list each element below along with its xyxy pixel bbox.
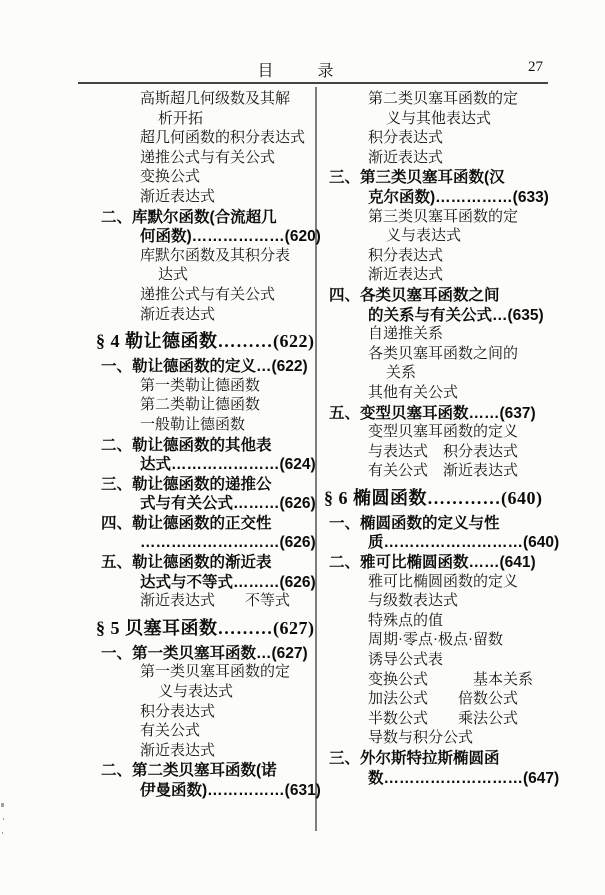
toc-line: 变型贝塞耳函数的定义: [368, 424, 519, 441]
toc-line: 达式: [158, 267, 189, 284]
toc-line: 半数公式 乘法公式: [368, 710, 519, 727]
toc-line: 有关公式: [140, 723, 201, 740]
toc-line: 诱导公式表: [368, 652, 444, 669]
toc-line: § 5 贝塞耳函数………(627): [96, 617, 315, 638]
toc-line: 第二类勒让德函数: [140, 397, 261, 414]
toc-line: 渐近表达式 不等式: [140, 593, 291, 610]
toc-line: 义与表达式: [158, 684, 234, 701]
toc-line: 四、各类贝塞耳函数之间: [329, 286, 500, 304]
toc-line: 义与其他表达式: [386, 110, 492, 127]
toc-line: 一、第一类贝塞耳函数…(627): [101, 644, 308, 662]
toc-line: 一、椭圆函数的定义与性: [329, 514, 500, 532]
toc-line: 式与有关公式………(626): [140, 495, 316, 513]
toc-line: 导数与积分公式: [368, 730, 474, 747]
toc-line: 其他有关公式: [368, 384, 459, 401]
toc-line: 库默尔函数及其积分表: [140, 247, 291, 264]
toc-line: 二、勒让德函数的其他表: [101, 436, 272, 454]
toc-line: 与表达式 积分表达式: [368, 443, 519, 460]
toc-left-column: [96, 90, 321, 801]
toc-line: 二、第二类贝塞耳函数(诺: [101, 762, 277, 780]
toc-line: 递推公式与有关公式: [140, 149, 276, 166]
toc-line: 三、第三类贝塞耳函数(汉: [329, 169, 505, 187]
toc-line: 析开拓: [158, 110, 204, 127]
toc-line: 伊曼函数)……………(631): [140, 782, 321, 799]
toc-line: 积分表达式: [368, 130, 444, 147]
toc-line: 自递推关系: [368, 326, 444, 343]
toc-line: 一、勒让德函数的定义…(622): [101, 358, 308, 376]
toc-line: 质………………………(640): [368, 534, 560, 552]
toc-line: 周期·零点·极点·留数: [368, 632, 503, 649]
toc-line: 达式…………………(624): [140, 456, 316, 474]
toc-line: 五、变型贝塞耳函数……(637): [329, 404, 536, 422]
toc-line: 关系: [386, 365, 417, 382]
toc-line: 渐近表达式: [140, 306, 216, 323]
toc-line: 义与表达式: [386, 228, 462, 245]
toc-line: 变换公式 基本关系: [368, 671, 534, 688]
toc-line: § 6 椭圆函数…………(640): [324, 487, 543, 508]
toc-line: 递推公式与有关公式: [140, 286, 276, 303]
toc-line: 各类贝塞耳函数之间的: [368, 345, 519, 362]
header-rule: [78, 82, 548, 84]
print-artifact: [1, 803, 4, 807]
toc-line: 克尔函数)……………(633): [368, 188, 549, 206]
toc-line: 渐近表达式: [368, 149, 444, 166]
toc-line: 第二类贝塞耳函数的定: [368, 91, 519, 107]
page-number: 27: [528, 59, 543, 75]
toc-line: 雅可比椭圆函数的定义: [368, 573, 519, 590]
toc-line: 变换公式: [140, 169, 201, 186]
toc-line: 四、勒让德函数的正交性: [101, 514, 272, 532]
toc-line: 渐近表达式: [140, 188, 216, 205]
toc-line: 第一类勒让德函数: [140, 377, 261, 394]
page-title: 目 录: [257, 63, 348, 80]
toc-right-column: [324, 90, 560, 788]
toc-line: 二、库默尔函数(合流超几: [101, 208, 277, 226]
toc-line: 五、勒让德函数的渐近表: [101, 554, 272, 572]
toc-line: 加法公式 倍数公式: [368, 691, 519, 708]
toc-line: 渐近表达式: [368, 267, 444, 284]
toc-line: 有关公式 渐近表达式: [368, 463, 519, 480]
toc-line: 达式与不等式………(626): [140, 573, 316, 591]
toc-line: 积分表达式: [140, 703, 216, 720]
toc-line: 第三类贝塞耳函数的定: [368, 208, 519, 225]
toc-line: § 4 勒让德函数………(622): [96, 331, 315, 352]
toc-line: 高斯超几何级数及其解: [140, 91, 291, 107]
toc-line: 渐近表达式: [140, 742, 216, 759]
toc-line: 积分表达式: [368, 247, 444, 264]
toc-line: 与级数表达式: [368, 593, 459, 610]
toc-line: 数………………………(647): [368, 769, 560, 787]
toc-line: ………………………(626): [140, 534, 316, 552]
toc-line: 一般勒让德函数: [140, 416, 246, 433]
toc-line: 二、雅可比椭圆函数……(641): [329, 554, 536, 572]
toc-line: 的关系与有关公式…(635): [368, 306, 544, 324]
toc-line: 何函数)………………(620): [140, 228, 321, 246]
toc-line: 特殊点的值: [368, 612, 444, 629]
toc-line: 三、外尔斯特拉斯椭圆函: [329, 750, 500, 767]
toc-line: 超几何函数的积分表达式: [140, 130, 306, 147]
toc-line: 三、勒让德函数的递推公: [101, 475, 272, 493]
toc-line: 第一类贝塞耳函数的定: [140, 664, 291, 681]
